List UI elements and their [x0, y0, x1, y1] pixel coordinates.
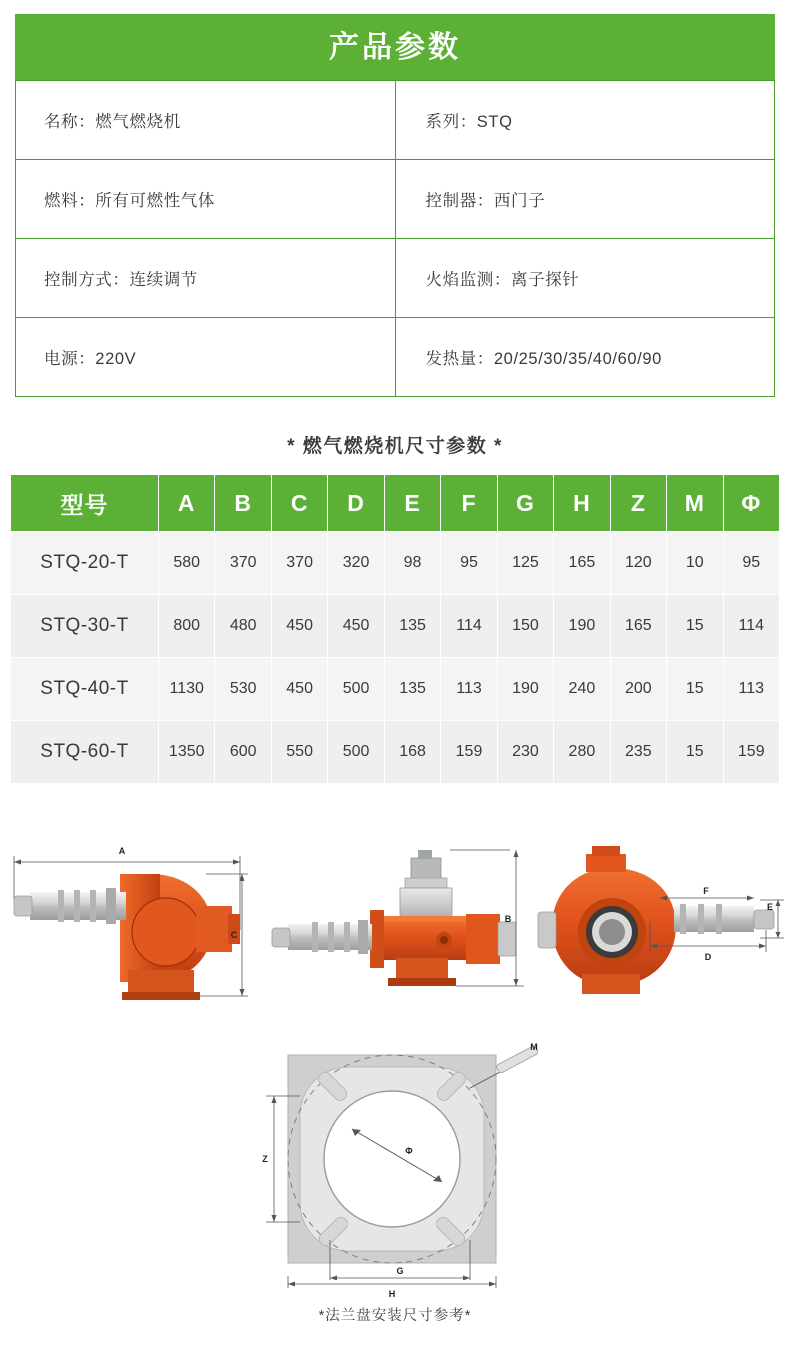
table-row — [16, 239, 775, 318]
column-header-m: M — [667, 475, 723, 532]
column-header-e: E — [384, 475, 440, 532]
cell-value: 114 — [441, 595, 497, 658]
table-row — [16, 160, 775, 239]
table-header-row — [11, 475, 780, 532]
spec-cell-flame-detection: 火焰监测：离子探针 — [395, 239, 775, 318]
cell-value: 450 — [328, 595, 384, 658]
cell-value: 1350 — [159, 721, 215, 784]
column-header-a: A — [159, 475, 215, 532]
cell-value: 370 — [215, 532, 271, 595]
cell-model: STQ-20-T — [11, 532, 159, 595]
cell-value: 114 — [723, 595, 779, 658]
cell-value: 113 — [723, 658, 779, 721]
product-parameters-section — [15, 14, 775, 397]
cell-model: STQ-60-T — [11, 721, 159, 784]
cell-value: 135 — [384, 658, 440, 721]
drawing-view-side — [14, 846, 248, 1000]
column-header-g: G — [497, 475, 553, 532]
dimension-table — [10, 474, 780, 784]
cell-value: 159 — [441, 721, 497, 784]
column-header-z: Z — [610, 475, 666, 532]
cell-value: 98 — [384, 532, 440, 595]
spec-cell-name: 名称：燃气燃烧机 — [16, 81, 396, 160]
column-header-h: H — [554, 475, 610, 532]
cell-model: STQ-40-T — [11, 658, 159, 721]
spec-cell-controller: 控制器：西门子 — [395, 160, 775, 239]
column-header-model: 型号 — [11, 475, 159, 532]
cell-value: 168 — [384, 721, 440, 784]
spec-cell-heat-output: 发热量：20/25/30/35/40/60/90 — [395, 318, 775, 397]
cell-value: 190 — [554, 595, 610, 658]
cell-value: 500 — [328, 658, 384, 721]
cell-value: 120 — [610, 532, 666, 595]
dimension-label-e: E — [766, 902, 774, 912]
dimension-section — [10, 474, 780, 784]
cell-value: 500 — [328, 721, 384, 784]
technical-drawings-section — [0, 810, 790, 1324]
dimension-label-h: H — [388, 1289, 396, 1299]
cell-value: 95 — [441, 532, 497, 595]
cell-value: 165 — [610, 595, 666, 658]
drawing-view-top — [272, 850, 524, 986]
flange-h-dimension — [0, 1276, 790, 1300]
dimension-label-d: D — [704, 952, 712, 962]
column-header-c: C — [271, 475, 327, 532]
cell-value: 15 — [667, 595, 723, 658]
cell-value: 95 — [723, 532, 779, 595]
drawing-view-rear — [538, 846, 784, 994]
table-row — [11, 532, 780, 595]
cell-value: 230 — [497, 721, 553, 784]
column-header-f: F — [441, 475, 497, 532]
cell-value: 125 — [497, 532, 553, 595]
cell-value: 165 — [554, 532, 610, 595]
spec-cell-series: 系列：STQ — [395, 81, 775, 160]
cell-value: 450 — [271, 658, 327, 721]
dimension-label-c: C — [230, 930, 238, 940]
dimension-label-m: M — [530, 1042, 538, 1052]
product-parameters-table — [15, 80, 775, 397]
flange-caption: *法兰盘安装尺寸参考* — [318, 1308, 472, 1324]
dimension-label-f: F — [703, 886, 709, 896]
page-title: 产品参数 — [15, 14, 775, 80]
dimension-label-z: Z — [262, 1154, 268, 1164]
cell-value: 200 — [610, 658, 666, 721]
cell-value: 370 — [271, 532, 327, 595]
table-row — [16, 318, 775, 397]
cell-value: 159 — [723, 721, 779, 784]
cell-value: 235 — [610, 721, 666, 784]
spec-cell-power: 电源：220V — [16, 318, 396, 397]
spec-cell-fuel: 燃料：所有可燃性气体 — [16, 160, 396, 239]
table-row — [11, 658, 780, 721]
cell-value: 135 — [384, 595, 440, 658]
drawing-flange — [262, 1042, 539, 1280]
cell-value: 280 — [554, 721, 610, 784]
cell-value: 450 — [271, 595, 327, 658]
dimension-label-g: G — [396, 1266, 404, 1276]
column-header-phi: Φ — [723, 475, 779, 532]
table-row — [16, 81, 775, 160]
dimension-label-phi: Φ — [405, 1146, 413, 1156]
cell-value: 600 — [215, 721, 271, 784]
spec-cell-control-mode: 控制方式：连续调节 — [16, 239, 396, 318]
cell-value: 320 — [328, 532, 384, 595]
table-row — [11, 595, 780, 658]
cell-value: 1130 — [159, 658, 215, 721]
cell-value: 240 — [554, 658, 610, 721]
burner-drawings-svg — [0, 810, 790, 1280]
cell-value: 113 — [441, 658, 497, 721]
cell-value: 550 — [271, 721, 327, 784]
cell-value: 480 — [215, 595, 271, 658]
cell-value: 15 — [667, 658, 723, 721]
cell-value: 530 — [215, 658, 271, 721]
column-header-b: B — [215, 475, 271, 532]
cell-value: 580 — [159, 532, 215, 595]
dimension-table-heading: * 燃气燃烧机尺寸参数 * — [287, 436, 503, 457]
cell-value: 10 — [667, 532, 723, 595]
dimension-label-a: A — [118, 846, 126, 856]
cell-value: 190 — [497, 658, 553, 721]
cell-model: STQ-30-T — [11, 595, 159, 658]
dimension-label-b: B — [504, 914, 512, 924]
column-header-d: D — [328, 475, 384, 532]
table-row — [11, 721, 780, 784]
cell-value: 150 — [497, 595, 553, 658]
cell-value: 15 — [667, 721, 723, 784]
cell-value: 800 — [159, 595, 215, 658]
